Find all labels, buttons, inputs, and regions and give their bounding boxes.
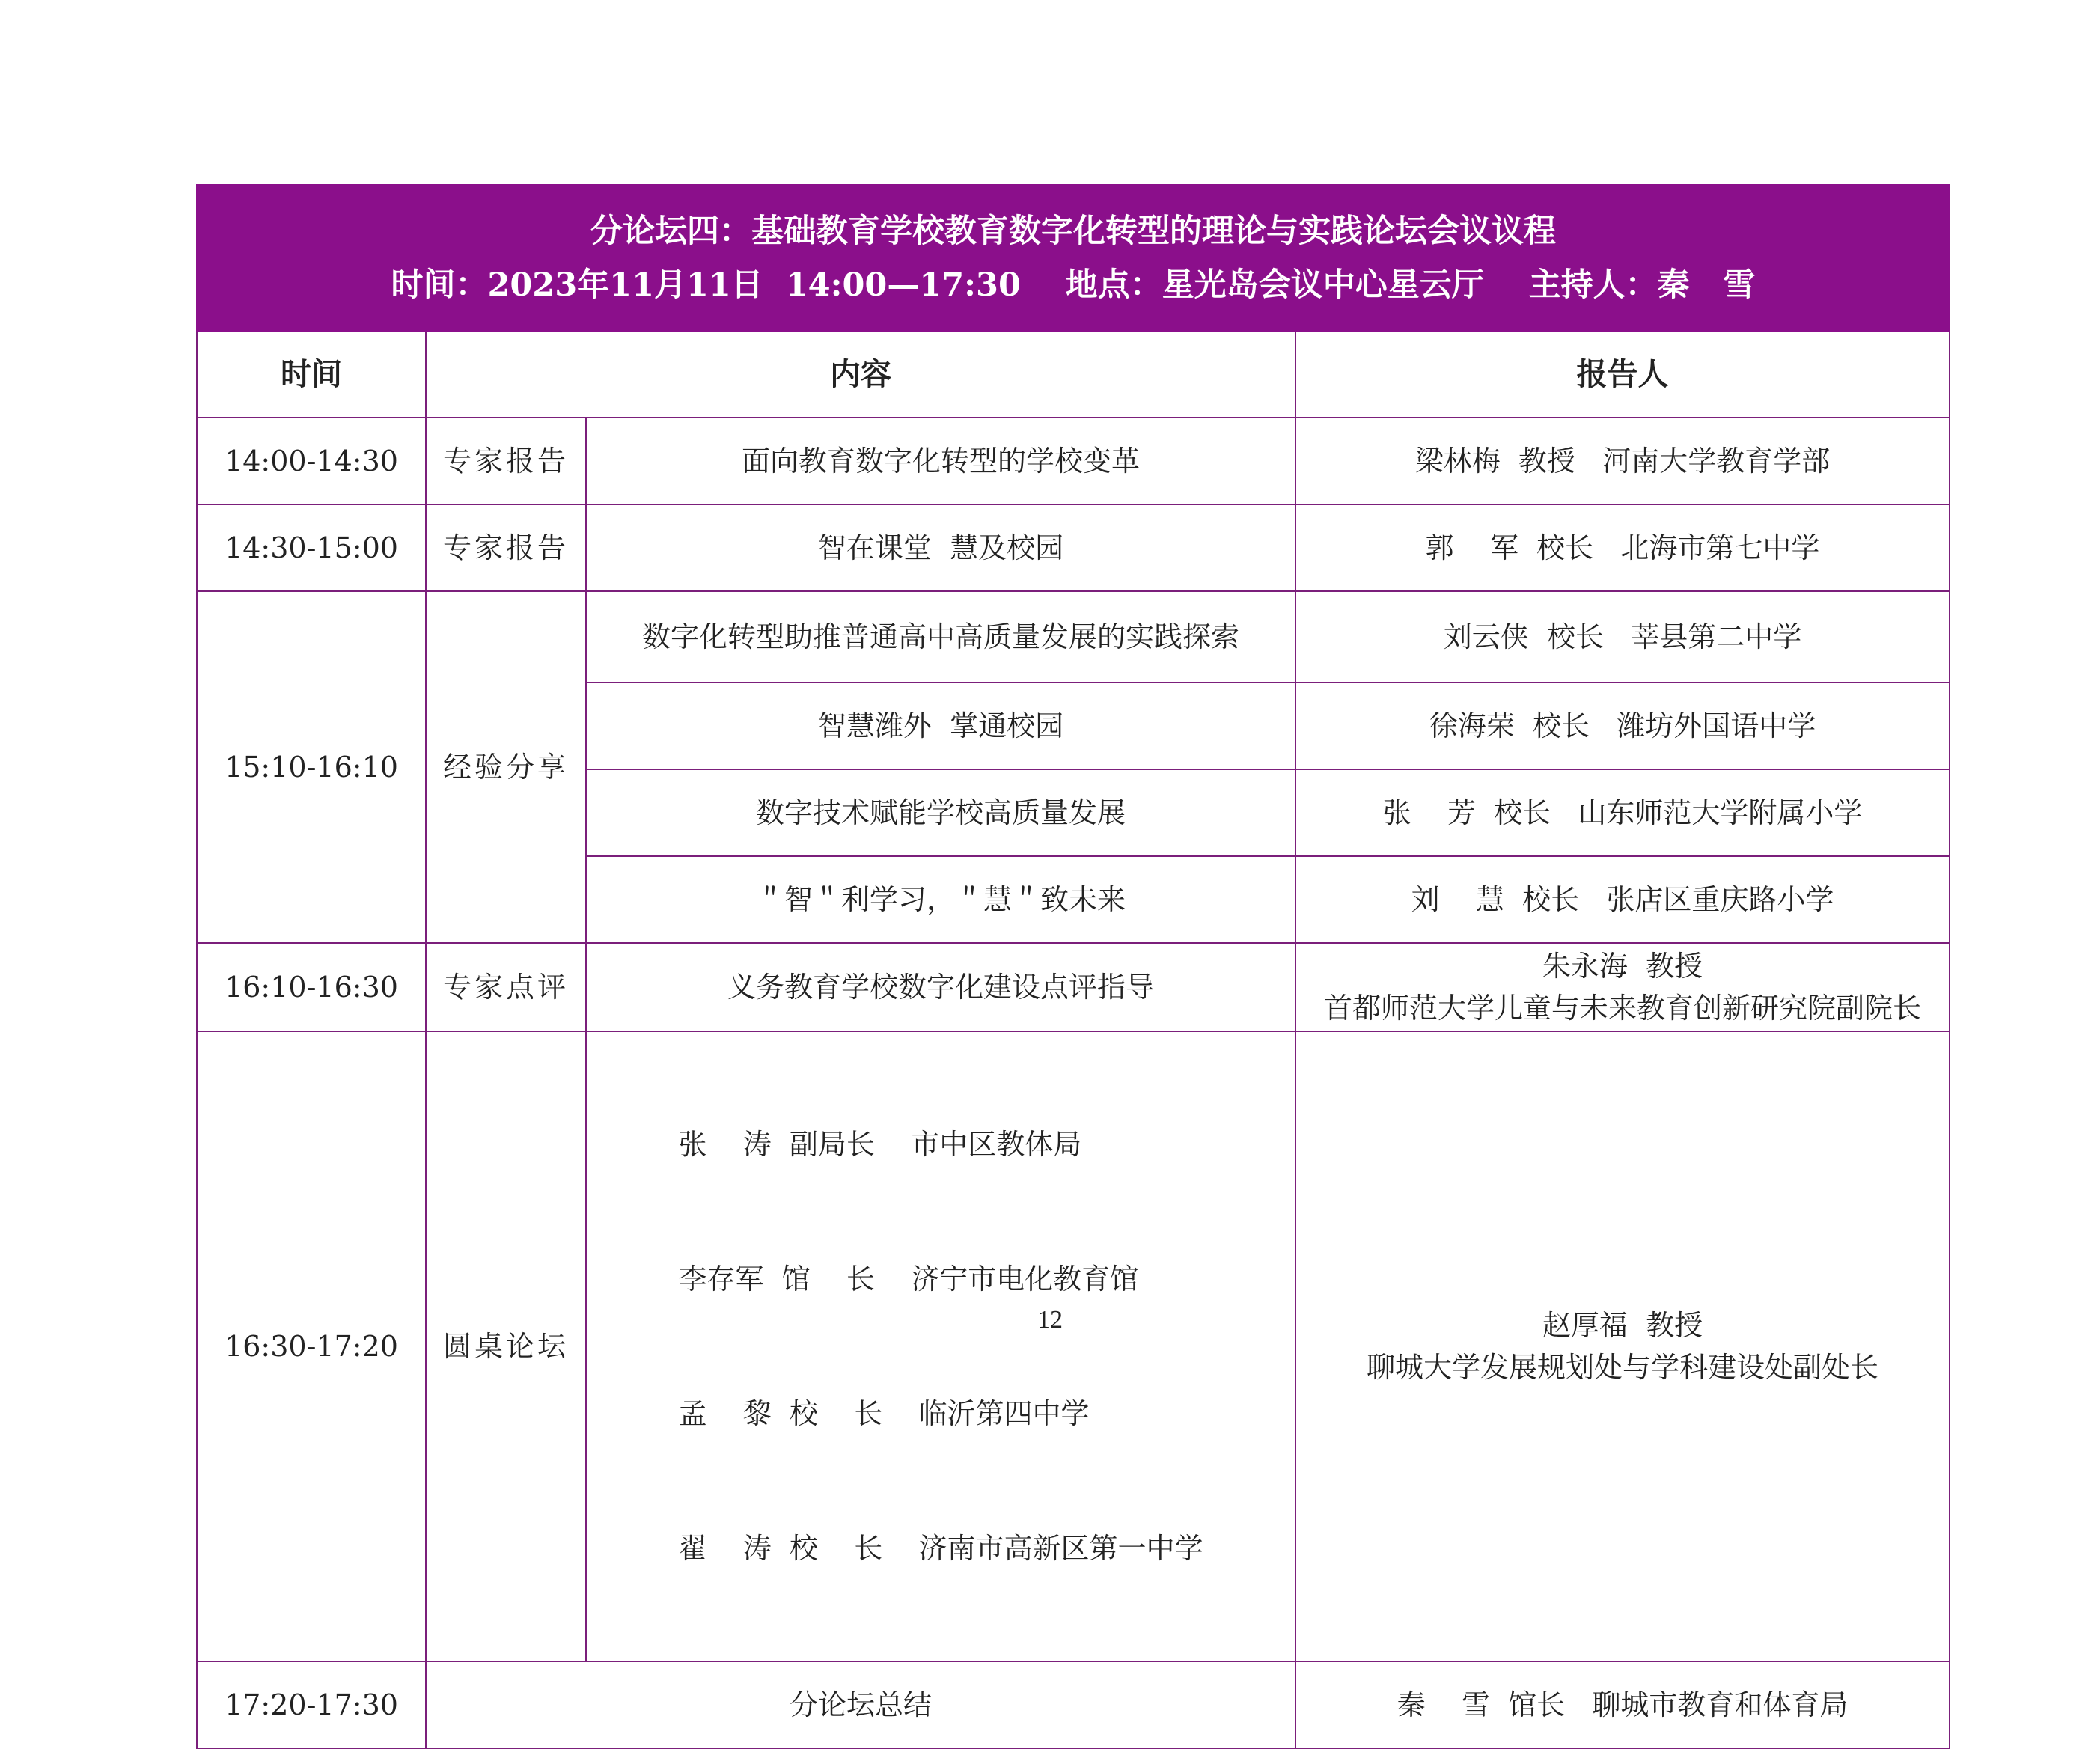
agenda-table (196, 184, 1950, 1749)
table-row (197, 418, 1950, 504)
agenda-info: 时间：2023年11月11日 14:00—17:30 地点：星光岛会议中心星云厅 主持人：秦 雪 (391, 266, 1756, 304)
speaker-cell: 郭 军 校长 北海市第七中学 (1295, 504, 1950, 591)
panelist: 翟 涛 校 长 济南市高新区第一中学 (678, 1532, 1203, 1565)
topic-cell: 义务教育学校数字化建设点评指导 (586, 943, 1295, 1031)
column-header-time: 时间 (197, 331, 426, 418)
panelist: 张 涛 副局长 市中区教体局 (678, 1128, 1082, 1161)
table-row (197, 1661, 1950, 1748)
title-banner (197, 185, 1950, 331)
session-type-cell: 专家点评 (426, 943, 586, 1031)
title-row (197, 185, 1950, 331)
topic-cell: 分论坛总结 (426, 1661, 1295, 1748)
agenda-title: 分论坛四：基础教育学校教育数字化转型的理论与实践论坛会议议程 (590, 212, 1556, 250)
speaker-organization: 聊城大学发展规划处与学科建设处副处长 (1367, 1351, 1879, 1384)
table-row (197, 943, 1950, 1031)
panelist: 孟 黎 校 长 临沂第四中学 (678, 1397, 1090, 1430)
time-cell: 14:30-15:00 (197, 504, 426, 591)
speaker-cell (1295, 943, 1950, 1031)
speaker-cell: 徐海荣 校长 潍坊外国语中学 (1295, 683, 1950, 769)
column-header-speaker: 报告人 (1295, 331, 1950, 418)
topic-cell: 智慧潍外 掌通校园 (586, 683, 1295, 769)
time-cell: 16:30-17:20 (197, 1031, 426, 1661)
page-number: 12 (1037, 1306, 1063, 1334)
session-type-cell: 圆桌论坛 (426, 1031, 586, 1661)
table-row (197, 1031, 1950, 1661)
session-type-cell: 经验分享 (426, 591, 586, 943)
time-cell: 16:10-16:30 (197, 943, 426, 1031)
topic-cell: 数字化转型助推普通高中高质量发展的实践探索 (586, 591, 1295, 683)
table-row (197, 591, 1950, 683)
column-header-row (197, 331, 1950, 418)
column-header-content: 内容 (426, 331, 1295, 418)
speaker-cell (1295, 1031, 1950, 1661)
speaker-organization: 首都师范大学儿童与未来教育创新研究院副院长 (1324, 992, 1922, 1025)
table-row (197, 504, 1950, 591)
speaker-cell: 刘 慧 校长 张店区重庆路小学 (1295, 856, 1950, 943)
topic-cell: 智在课堂 慧及校园 (586, 504, 1295, 591)
speaker-name: 赵厚福 教授 (1542, 1309, 1703, 1342)
panelist: 李存军 馆 长 济宁市电化教育馆 (678, 1263, 1139, 1295)
session-type-cell: 专家报告 (426, 418, 586, 504)
topic-cell: 面向教育数字化转型的学校变革 (586, 418, 1295, 504)
topic-cell: ＂智＂利学习，＂慧＂致未来 (586, 856, 1295, 943)
session-type-cell: 专家报告 (426, 504, 586, 591)
speaker-cell: 秦 雪 馆长 聊城市教育和体育局 (1295, 1661, 1950, 1748)
panelists-cell (586, 1031, 1295, 1661)
speaker-cell: 刘云侠 校长 莘县第二中学 (1295, 591, 1950, 683)
time-cell: 15:10-16:10 (197, 591, 426, 943)
time-cell: 17:20-17:30 (197, 1661, 426, 1748)
time-cell: 14:00-14:30 (197, 418, 426, 504)
speaker-cell: 张 芳 校长 山东师范大学附属小学 (1295, 769, 1950, 856)
topic-cell: 数字技术赋能学校高质量发展 (586, 769, 1295, 856)
panelist-list (678, 1032, 1203, 1661)
speaker-cell: 梁林梅 教授 河南大学教育学部 (1295, 418, 1950, 504)
speaker-name: 朱永海 教授 (1542, 950, 1703, 983)
